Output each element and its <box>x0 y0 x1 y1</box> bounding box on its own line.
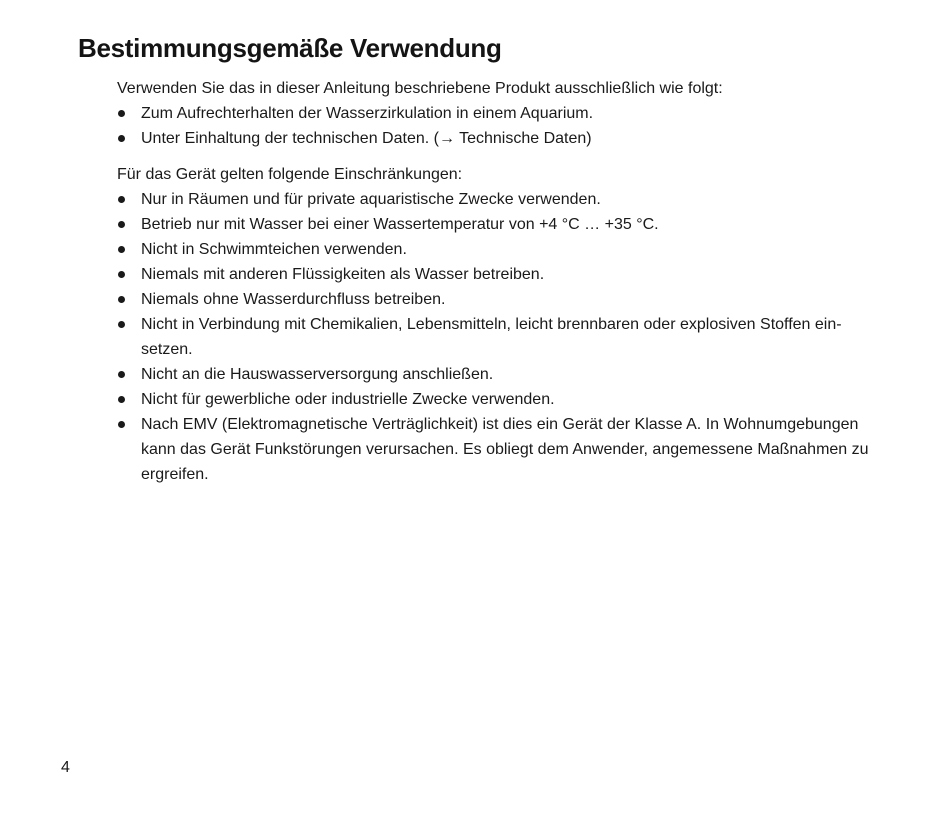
usage-intro: Verwenden Sie das in dieser Anleitung beschriebene Produkt ausschließlich wie folgt: <box>117 80 723 97</box>
list-item: Nicht für gewerbliche oder industrielle Zwecke verwenden. <box>117 387 897 412</box>
list-item: Niemals ohne Wasserdurchfluss betreiben. <box>117 287 897 312</box>
list-item: Unter Einhaltung der technischen Daten. (→ Technische Daten) <box>117 126 897 151</box>
list-item: Nicht in Schwimmteichen verwenden. <box>117 237 897 262</box>
usage-list <box>117 101 897 151</box>
restrictions-list <box>117 187 897 487</box>
list-item: Nach EMV (Elektromagnetische Verträglichkeit) ist dies ein Gerät der Klasse A. In Wohnumgebungen kann das Gerät Funkstörungen verursachen. Es obliegt dem Anwender, angemessene Maßnahmen zu ergreifen. <box>117 412 897 487</box>
list-item: Nicht in Verbindung mit Chemikalien, Lebensmitteln, leicht brennbaren oder explosiven Stoffen ein- setzen. <box>117 312 897 362</box>
list-item: Nicht an die Hauswasserversorgung anschließen. <box>117 362 897 387</box>
page-title: Bestimmungsgemäße Verwendung <box>78 33 502 63</box>
page-number: 4 <box>61 759 70 776</box>
list-item: Niemals mit anderen Flüssigkeiten als Wasser betreiben. <box>117 262 897 287</box>
document-body <box>117 76 897 487</box>
list-item: Nur in Räumen und für private aquaristische Zwecke verwenden. <box>117 187 897 212</box>
restrictions-intro: Für das Gerät gelten folgende Einschränkungen: <box>117 166 463 183</box>
list-item: Zum Aufrechterhalten der Wasserzirkulation in einem Aquarium. <box>117 101 897 126</box>
list-item: Betrieb nur mit Wasser bei einer Wassertemperatur von +4 °C … +35 °C. <box>117 212 897 237</box>
